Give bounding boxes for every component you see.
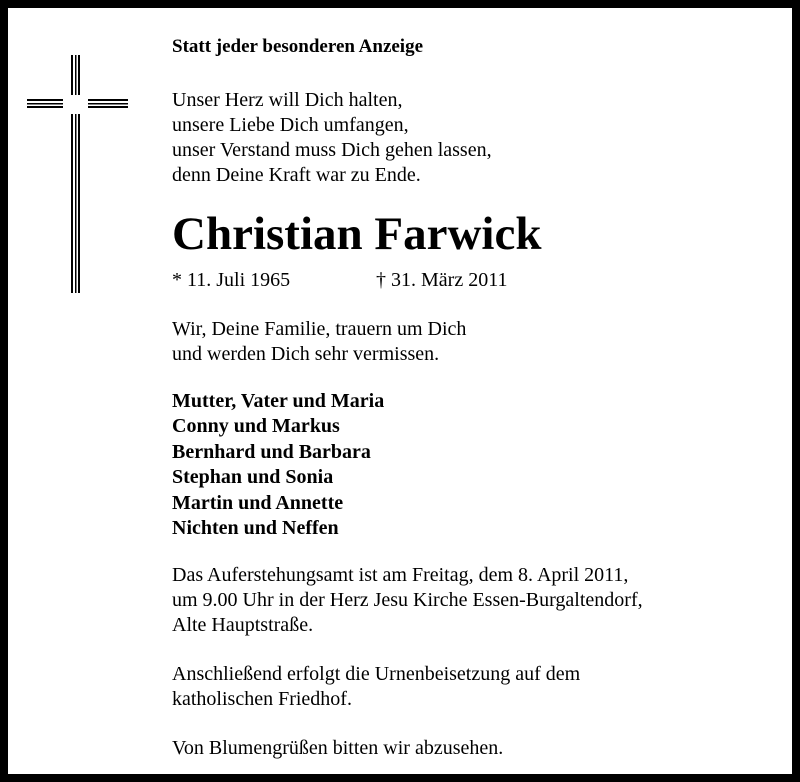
birth-date: * 11. Juli 1965 <box>172 269 291 291</box>
burial-line: Anschließend erfolgt die Urnenbeisetzung auf dem <box>172 663 581 685</box>
family-intro-line: Wir, Deine Familie, trauern um Dich <box>172 318 467 340</box>
burial-line: katholischen Friedhof. <box>172 688 352 710</box>
poem-line: unsere Liebe Dich umfangen, <box>172 114 409 136</box>
mourner: Stephan und Sonia <box>172 466 334 488</box>
mourner: Mutter, Vater und Maria <box>172 390 385 412</box>
service-line: Alte Hauptstraße. <box>172 614 314 636</box>
poem-line: unser Verstand muss Dich gehen lassen, <box>172 139 492 161</box>
mourner: Martin und Annette <box>172 492 344 514</box>
mourner: Conny und Markus <box>172 415 340 437</box>
family-intro-line: und werden Dich sehr vermissen. <box>172 343 440 365</box>
cross-icon <box>0 0 140 300</box>
mourner: Bernhard und Barbara <box>172 441 371 463</box>
poem-line: Unser Herz will Dich halten, <box>172 89 403 111</box>
service-line: um 9.00 Uhr in der Herz Jesu Kirche Essen-Burgaltendorf, <box>172 589 643 611</box>
poem-line: denn Deine Kraft war zu Ende. <box>172 164 421 186</box>
heading: Statt jeder besonderen Anzeige <box>172 36 424 57</box>
dates <box>172 268 508 293</box>
deceased-name: Christian Farwick <box>172 208 542 260</box>
mourner: Nichten und Neffen <box>172 517 339 539</box>
death-date: † 31. März 2011 <box>376 269 508 291</box>
flowers-note: Von Blumengrüßen bitten wir abzusehen. <box>172 737 504 759</box>
service-line: Das Auferstehungsamt ist am Freitag, dem 8. April 2011, <box>172 564 629 586</box>
